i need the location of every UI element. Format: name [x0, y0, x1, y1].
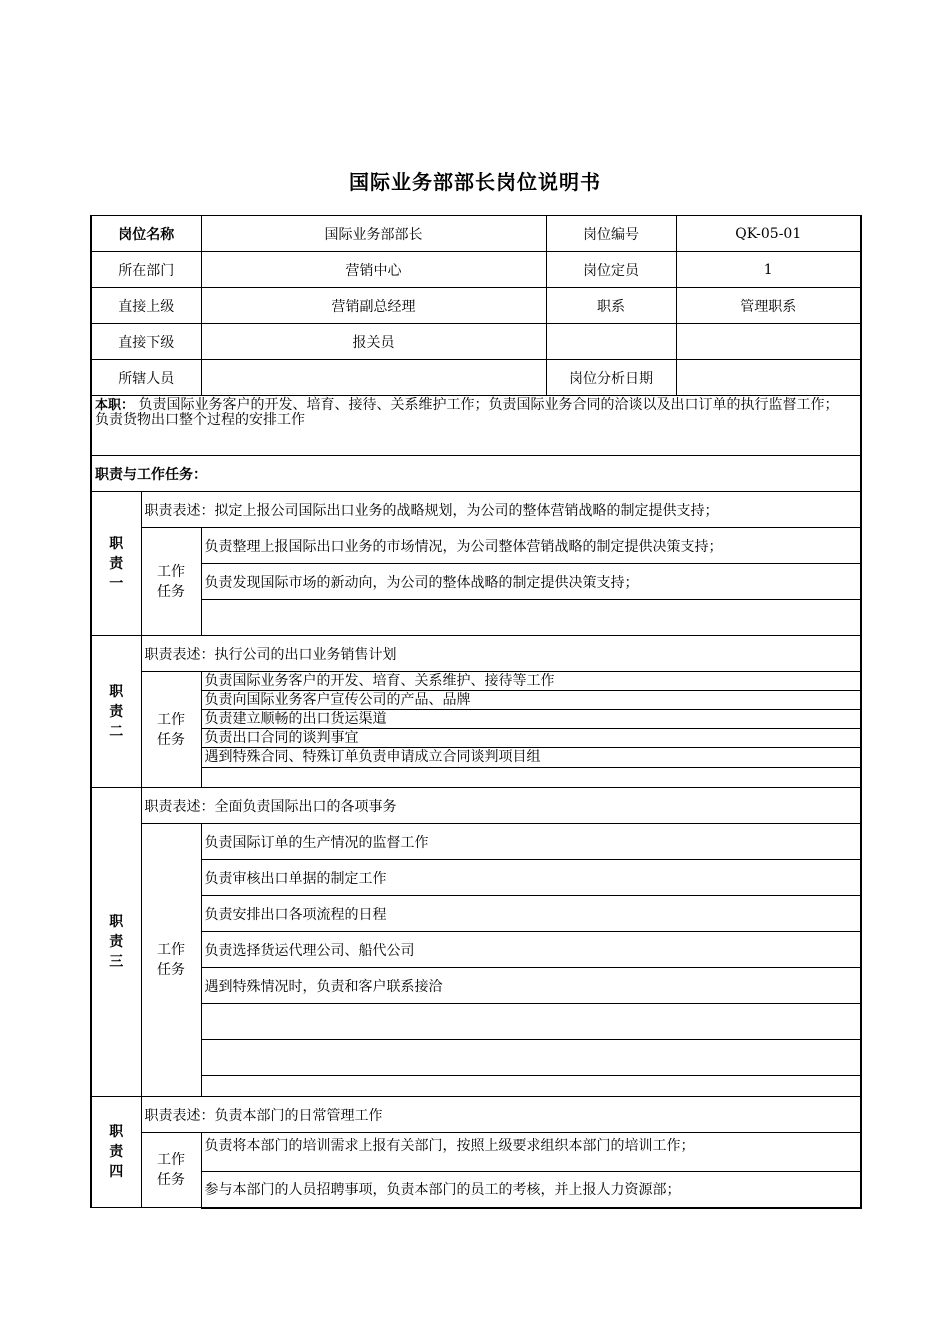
subordinate-value: 报关员: [201, 324, 546, 360]
duty-3-task: [201, 1040, 861, 1076]
department-value: 营销中心: [201, 252, 546, 288]
duty-2-task: 负责出口合同的谈判事宜: [201, 729, 861, 748]
duty-3-task: [201, 1004, 861, 1040]
duty-1-task: 负责整理上报国际出口业务的市场情况，为公司整体营销战略的制定提供决策支持；: [201, 528, 861, 564]
job-summary: [91, 396, 861, 456]
job-family-label: 职系: [546, 288, 676, 324]
headcount-label: 岗位定员: [546, 252, 676, 288]
duty-2-label: 职 责 二: [91, 636, 141, 788]
page-title: 国际业务部部长岗位说明书: [349, 170, 601, 194]
subordinate-label: 直接下级: [91, 324, 201, 360]
duty-2-task: 负责向国际业务客户宣传公司的产品、品牌: [201, 691, 861, 710]
headcount-value: 1: [676, 252, 861, 288]
job-summary-line1: 负责国际业务客户的开发、培育、接待、关系维护工作；负责国际业务合同的洽谈以及出口订单的执行监督工作；: [138, 397, 839, 413]
department-label: 所在部门: [91, 252, 201, 288]
position-no-label: 岗位编号: [546, 216, 676, 252]
duty-2-task: [201, 768, 861, 788]
duty-1-label: 职 责 一: [91, 492, 141, 636]
superior-label: 直接上级: [91, 288, 201, 324]
duty-4-task-label: 工作 任务: [141, 1133, 201, 1208]
duty-2-description: 职责表述：执行公司的出口业务销售计划: [141, 636, 861, 672]
staff-value: [201, 360, 546, 396]
duty-3-task: 遇到特殊情况时，负责和客户联系接洽: [201, 968, 861, 1004]
duty-3-task: 负责安排出口各项流程的日程: [201, 896, 861, 932]
duty-3-task: 负责国际订单的生产情况的监督工作: [201, 824, 861, 860]
duty-3-label: 职 责 三: [91, 788, 141, 1097]
position-name-label: 岗位名称: [91, 216, 201, 252]
duty-4-task: 负责将本部门的培训需求上报有关部门，按照上级要求组织本部门的培训工作；: [201, 1133, 861, 1172]
empty-cell: [546, 324, 676, 360]
analysis-date-value: [676, 360, 861, 396]
superior-value: 营销副总经理: [201, 288, 546, 324]
position-no-value: QK-05-01: [676, 216, 861, 252]
duty-4-task: 参与本部门的人员招聘事项，负责本部门的员工的考核，并上报人力资源部；: [201, 1172, 861, 1208]
duty-4-description: 职责表述：负责本部门的日常管理工作: [141, 1097, 861, 1133]
empty-cell: [676, 324, 861, 360]
duty-4-label: 职 责 四: [91, 1097, 141, 1208]
analysis-date-label: 岗位分析日期: [546, 360, 676, 396]
duty-1-task: [201, 600, 861, 636]
job-family-value: 管理职系: [676, 288, 861, 324]
duty-2-task: 负责建立顺畅的出口货运渠道: [201, 710, 861, 729]
staff-label: 所辖人员: [91, 360, 201, 396]
position-name-value: 国际业务部部长: [201, 216, 546, 252]
duty-2-task: 负责国际业务客户的开发、培育、关系维护、接待等工作: [201, 672, 861, 691]
job-summary-line2: 负责货物出口整个过程的安排工作: [95, 412, 305, 428]
duty-3-task-label: 工作 任务: [141, 824, 201, 1097]
duty-3-description: 职责表述：全面负责国际出口的各项事务: [141, 788, 861, 824]
duty-2-task-label: 工作 任务: [141, 672, 201, 788]
duty-3-task: 负责审核出口单据的制定工作: [201, 860, 861, 896]
section-title: 职责与工作任务：: [91, 456, 861, 492]
job-description-table: [90, 215, 862, 1209]
duty-1-task-label: 工作 任务: [141, 528, 201, 636]
duty-1-task: 负责发现国际市场的新动向，为公司的整体战略的制定提供决策支持；: [201, 564, 861, 600]
job-summary-label: 本职：: [95, 398, 135, 413]
duty-3-task: [201, 1076, 861, 1097]
duty-3-task: 负责选择货运代理公司、船代公司: [201, 932, 861, 968]
duty-2-task: 遇到特殊合同、特殊订单负责申请成立合同谈判项目组: [201, 748, 861, 768]
duty-1-description: 职责表述：拟定上报公司国际出口业务的战略规划，为公司的整体营销战略的制定提供支持；: [141, 492, 861, 528]
